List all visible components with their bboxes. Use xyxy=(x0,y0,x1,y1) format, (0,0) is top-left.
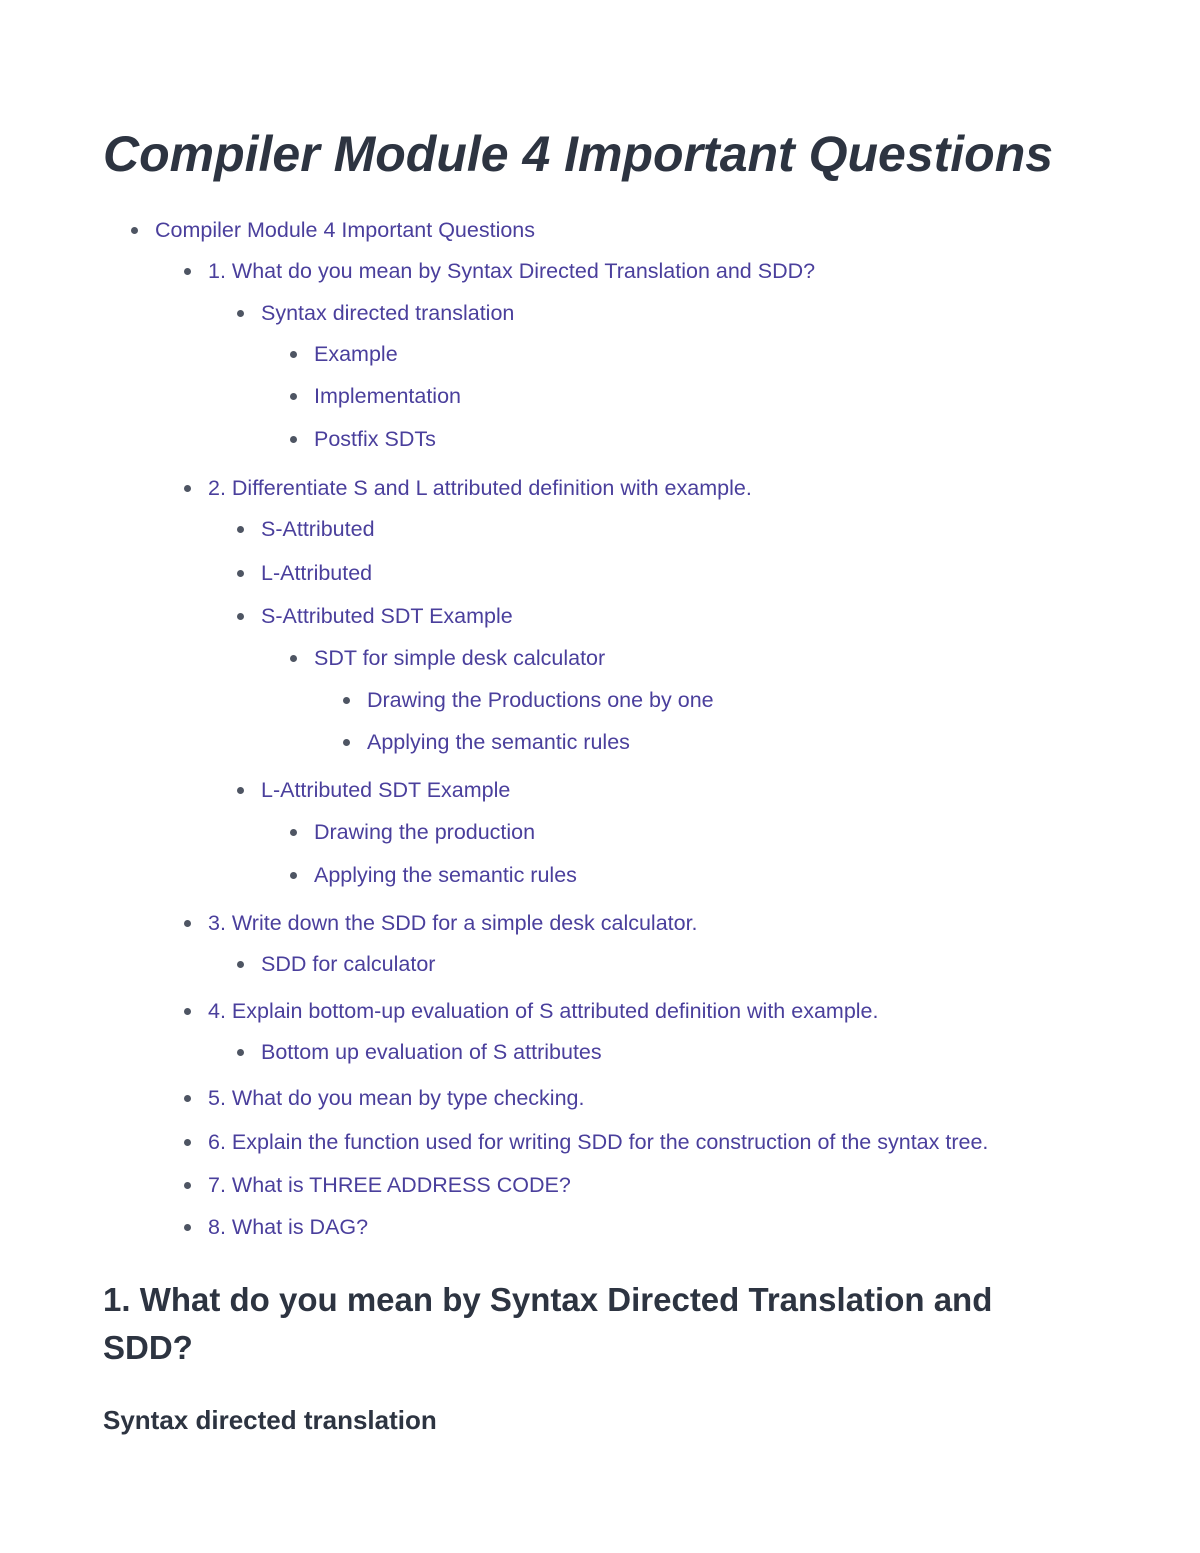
bullet-icon xyxy=(184,1139,191,1146)
toc-item-label: 7. What is THREE ADDRESS CODE? xyxy=(208,1173,571,1197)
toc-item-label: Drawing the production xyxy=(314,820,536,844)
bullet-icon xyxy=(184,268,191,275)
bullet-icon xyxy=(290,351,297,358)
bullet-icon xyxy=(184,1095,191,1102)
toc-item-q3[interactable] xyxy=(208,908,698,938)
bullet-icon xyxy=(290,393,297,400)
toc-item-l-attributed[interactable] xyxy=(261,558,372,588)
toc-item-q4[interactable] xyxy=(208,996,878,1026)
bullet-icon xyxy=(184,1008,191,1015)
toc-item-label: SDT for simple desk calculator xyxy=(314,646,606,670)
toc-item-label: L-Attributed xyxy=(261,561,373,585)
subsection-heading-syntax-directed-translation: Syntax directed translation xyxy=(103,1405,437,1435)
toc-item-label: 6. Explain the function used for writing SDD for the construction of the syntax tree. xyxy=(208,1130,989,1154)
bullet-icon xyxy=(237,310,244,317)
bullet-icon xyxy=(184,1182,191,1189)
toc-item-label: 3. Write down the SDD for a simple desk calculator. xyxy=(208,911,698,935)
toc-item-l-attributed-sdt-example[interactable] xyxy=(261,775,510,805)
bullet-icon xyxy=(237,526,244,533)
toc-item-syntax-directed-translation[interactable] xyxy=(261,298,514,328)
toc-item-label: SDD for calculator xyxy=(261,952,436,976)
toc-item-sdt-desk-calculator[interactable] xyxy=(314,643,605,673)
toc-item-bottom-up-evaluation[interactable] xyxy=(261,1037,602,1067)
toc-item-postfix-sdts[interactable] xyxy=(314,424,436,454)
toc-item-example[interactable] xyxy=(314,339,398,369)
toc-item-label: 8. What is DAG? xyxy=(208,1215,369,1239)
bullet-icon xyxy=(184,485,191,492)
toc-item-drawing-production[interactable] xyxy=(314,817,535,847)
bullet-icon xyxy=(237,787,244,794)
toc-item-label: Postfix SDTs xyxy=(314,427,436,451)
toc-item-label: Implementation xyxy=(314,384,461,408)
bullet-icon xyxy=(290,436,297,443)
document-title: Compiler Module 4 Important Questions xyxy=(103,126,1054,182)
bullet-icon xyxy=(131,227,138,234)
bullet-icon xyxy=(290,829,297,836)
toc-item-applying-semantic-rules-2[interactable] xyxy=(314,860,577,890)
toc-item-applying-semantic-rules[interactable] xyxy=(367,727,630,757)
bullet-icon xyxy=(237,1049,244,1056)
toc-item-q5[interactable] xyxy=(208,1083,584,1113)
toc-item-s-attributed-sdt-example[interactable] xyxy=(261,601,513,631)
bullet-icon xyxy=(343,697,350,704)
toc-item-q8[interactable] xyxy=(208,1212,368,1242)
toc-item-label: S-Attributed xyxy=(261,517,375,541)
toc-item-q2[interactable] xyxy=(208,473,752,503)
bullet-icon xyxy=(184,1224,191,1231)
bullet-icon xyxy=(237,613,244,620)
toc-item-q6[interactable] xyxy=(208,1127,988,1157)
toc-item-label: Compiler Module 4 Important Questions xyxy=(155,218,536,242)
toc-item-label: Applying the semantic rules xyxy=(367,730,630,754)
bullet-icon xyxy=(343,739,350,746)
toc-item-q7[interactable] xyxy=(208,1170,571,1200)
toc-item-label: Drawing the Productions one by one xyxy=(367,688,714,712)
toc-item-label: 5. What do you mean by type checking. xyxy=(208,1086,585,1110)
toc-item-drawing-productions[interactable] xyxy=(367,685,714,715)
section-heading-q1: 1. What do you mean by Syntax Directed Translation and SDD? xyxy=(103,1281,993,1366)
toc-item-label: 4. Explain bottom-up evaluation of S attributed definition with example. xyxy=(208,999,879,1023)
bullet-icon xyxy=(184,920,191,927)
bullet-icon xyxy=(290,872,297,879)
toc-item-label: Example xyxy=(314,342,398,366)
toc-item-implementation[interactable] xyxy=(314,381,461,411)
toc-item-s-attributed[interactable] xyxy=(261,514,375,544)
toc-item-label: 2. Differentiate S and L attributed definition with example. xyxy=(208,476,752,500)
toc-item-label: L-Attributed SDT Example xyxy=(261,778,511,802)
toc-item-sdd-calculator[interactable] xyxy=(261,949,435,979)
bullet-icon xyxy=(237,961,244,968)
toc-item-label: S-Attributed SDT Example xyxy=(261,604,513,628)
toc-item-q1[interactable] xyxy=(208,256,815,286)
toc-item-label: 1. What do you mean by Syntax Directed Translation and SDD? xyxy=(208,259,816,283)
toc-item-label: Bottom up evaluation of S attributes xyxy=(261,1040,602,1064)
toc-item-label: Syntax directed translation xyxy=(261,301,515,325)
toc-item-label: Applying the semantic rules xyxy=(314,863,577,887)
toc-item-module-title[interactable] xyxy=(155,215,535,245)
bullet-icon xyxy=(237,570,244,577)
bullet-icon xyxy=(290,655,297,662)
